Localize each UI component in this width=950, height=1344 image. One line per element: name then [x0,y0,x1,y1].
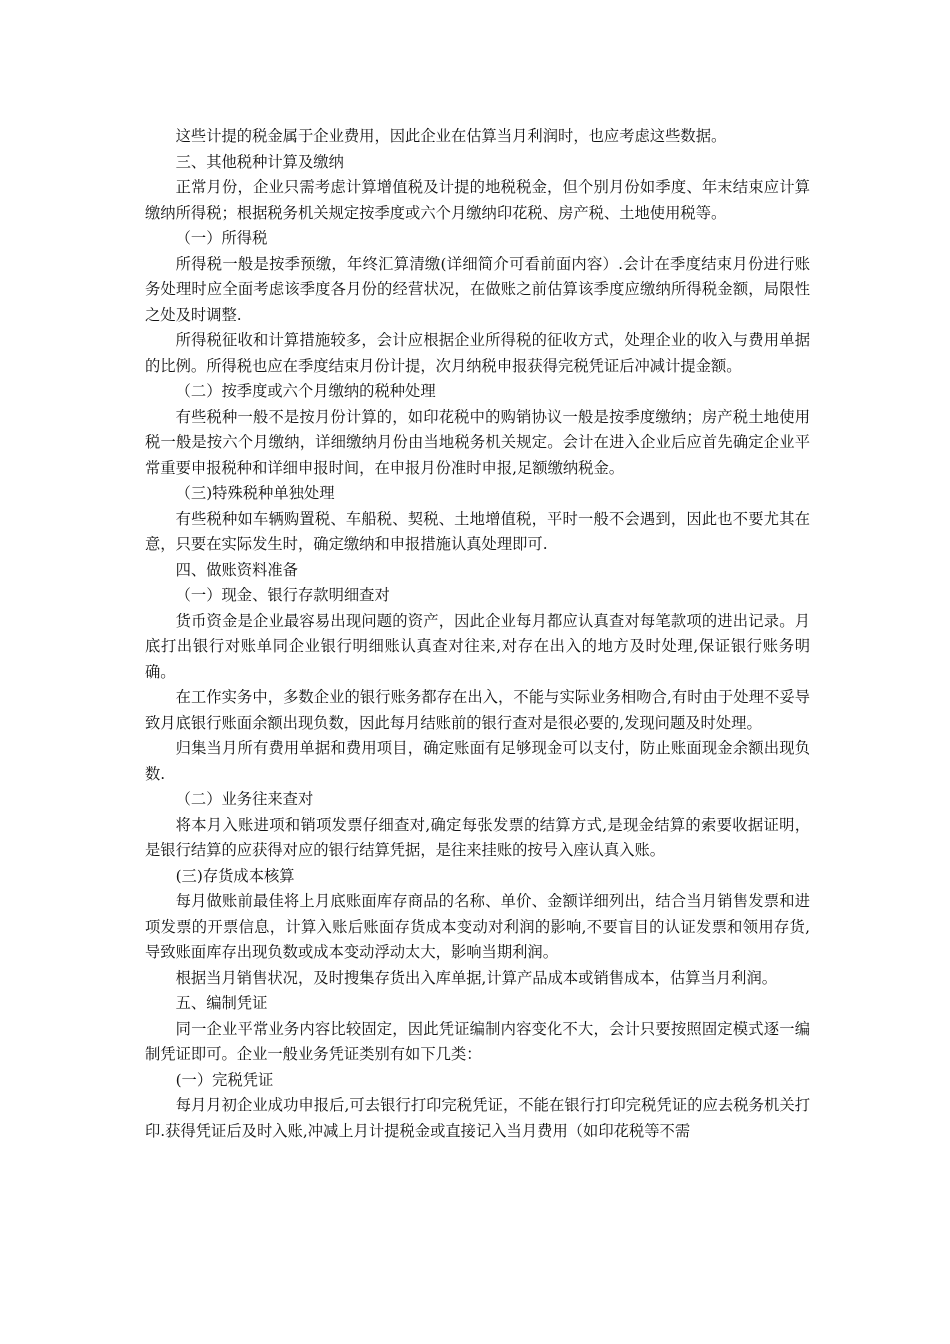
paragraph: 归集当月所有费用单据和费用项目，确定账面有足够现金可以支付，防止账面现金余额出现负数. [145,739,810,783]
document-page [145,124,810,1144]
paragraph: 每月做账前最佳将上月底账面库存商品的名称、单价、金额详细列出，结合当月销售发票和进项发票的开票信息，计算入账后账面存货成本变动对利润的影响,不要盲目的认证发票和领用存货,导致账面库存出现负数或成本变动浮动太大，影响当期利润。 [145,892,810,961]
subsection-heading: （一）现金、银行存款明细查对 [175,586,390,604]
subsection-heading: （二）按季度或六个月缴纳的税种处理 [175,382,436,400]
paragraph: 将本月入账进项和销项发票仔细查对,确定每张发票的结算方式,是现金结算的索要收据证明，是银行结算的应获得对应的银行结算凭据，是往来挂账的按号入座认真入账。 [145,815,810,859]
subsection-heading: （一）所得税 [175,229,268,247]
paragraph: 所得税一般是按季预缴，年终汇算清缴(详细简介可看前面内容）.会计在季度结束月份进行账务处理时应全面考虑该季度各月份的经营状况，在做账之前估算该季度应缴纳所得税金额，局限性之处及时调整. [145,254,810,324]
paragraph: 有些税种如车辆购置税、车船税、契税、土地增值税，平时一般不会遇到，因此也不要尤其在意，只要在实际发生时，确定缴纳和申报措施认真处理即可. [145,509,810,553]
paragraph: 这些计提的税金属于企业费用，因此企业在估算当月利润时，也应考虑这些数据。 [175,127,727,145]
subsection-heading: （二）业务往来查对 [175,790,314,808]
subsection-heading: (三)存货成本核算 [175,866,295,885]
subsection-heading: (一）完税凭证 [175,1070,274,1089]
section-heading: 四、做账资料准备 [175,560,298,579]
paragraph: 有些税种一般不是按月份计算的，如印花税中的购销协议一般是按季度缴纳；房产税土地使用税一般是按六个月缴纳，详细缴纳月份由当地税务机关规定。会计在进入企业后应首先确定企业平常重要申报税种和详细申报时间，在申报月份准时申报,足额缴纳税金。 [145,407,810,477]
paragraph: 所得税征收和计算措施较多，会计应根据企业所得税的征收方式，处理企业的收入与费用单据的比例。所得税也应在季度结束月份计提，次月纳税申报获得完税凭证后冲减计提金额。 [145,331,810,375]
paragraph: 根据当月销售状况，及时搜集存货出入库单据,计算产品成本或销售成本，估算当月利润。 [175,968,778,987]
section-heading: 三、其他税种计算及缴纳 [175,152,344,171]
paragraph: 每月月初企业成功申报后,可去银行打印完税凭证，不能在银行打印完税凭证的应去税务机关打印.获得凭证后及时入账,冲减上月计提税金或直接记入当月费用（如印花税等不需 [145,1096,810,1140]
section-heading: 五、编制凭证 [175,994,268,1012]
paragraph: 同一企业平常业务内容比较固定，因此凭证编制内容变化不大，会计只要按照固定模式逐一编制凭证即可。企业一般业务凭证类别有如下几类： [145,1019,810,1063]
paragraph: 正常月份，企业只需考虑计算增值税及计提的地税税金，但个别月份如季度、年末结束应计算缴纳所得税；根据税务机关规定按季度或六个月缴纳印花税、房产税、土地使用税等。 [145,178,810,222]
paragraph: 在工作实务中，多数企业的银行账务都存在出入，不能与实际业务相吻合,有时由于处理不妥导致月底银行账面余额出现负数，因此每月结账前的银行查对是很必要的,发现问题及时处理。 [145,688,810,732]
paragraph: 货币资金是企业最容易出现问题的资产，因此企业每月都应认真查对每笔款项的进出记录。月底打出银行对账单同企业银行明细账认真查对往来,对存在出入的地方及时处理,保证银行账务明确。 [145,611,810,681]
subsection-heading: （三)特殊税种单独处理 [175,484,335,502]
